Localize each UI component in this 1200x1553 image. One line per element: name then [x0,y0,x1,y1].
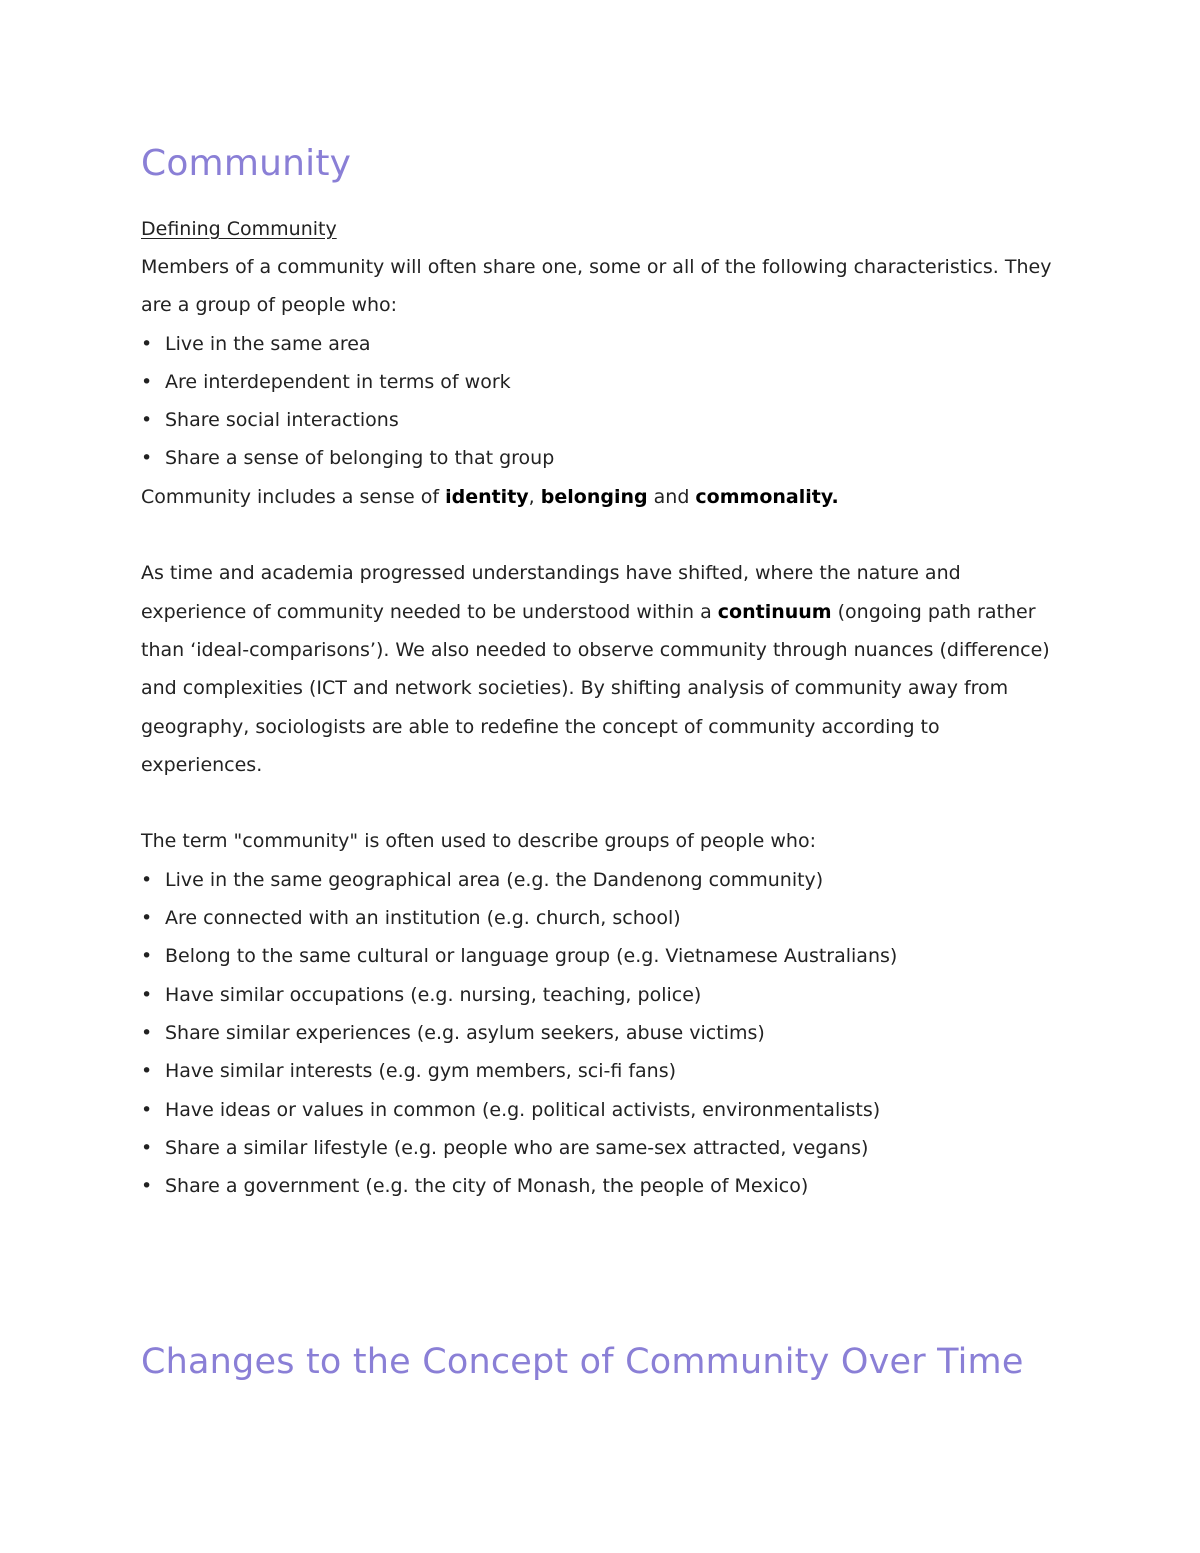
term-identity: identity [445,485,529,508]
shift-paragraph [141,554,1061,784]
list-item: • Share similar experiences (e.g. asylum seekers, abuse victims) [141,1014,1061,1052]
shift-text-before: As time and academia progressed understandings have shifted, where the nature and experience of community needed to be understood within a [141,562,961,623]
summary-separator: , [528,485,541,508]
defining-list [141,325,1061,478]
list-item: • Live in the same geographical area (e.g. the Dandenong community) [141,861,1061,899]
list-item: • Share social interactions [141,401,1061,439]
paragraph-gap [141,784,1061,822]
defining-intro: Members of a community will often share one, some or all of the following characteristics. They are a group of people who: [141,256,1052,317]
list-item: • Have ideas or values in common (e.g. political activists, environmentalists) [141,1091,1061,1129]
list-item: • Have similar interests (e.g. gym members, sci-fi fans) [141,1052,1061,1090]
list-item: • Have similar occupations (e.g. nursing, teaching, police) [141,976,1061,1014]
paragraph-gap [141,516,1061,554]
term-usage-list [141,861,1061,1206]
list-item: • Belong to the same cultural or language group (e.g. Vietnamese Australians) [141,937,1061,975]
list-item: • Share a government (e.g. the city of Monash, the people of Mexico) [141,1167,1061,1205]
shift-text-after: (ongoing path rather than ‘ideal-comparisons’). We also needed to observe community through nuances (difference) and complexities (ICT and network societies). By shifting analysis of community away from geography, sociologists are able to redefine the concept of community according to experiences. [141,600,1050,776]
list-item: • Are interdependent in terms of work [141,363,1061,401]
list-item: • Are connected with an institution (e.g. church, school) [141,899,1061,937]
summary-prefix: Community includes a sense of [141,485,446,508]
document-body [141,140,1061,1205]
list-item: • Share a similar lifestyle (e.g. people who are same-sex attracted, vegans) [141,1129,1061,1167]
subheading-defining-community: Defining Community [141,218,337,240]
list-item: • Share a sense of belonging to that group [141,439,1061,477]
term-continuum: continuum [717,600,832,623]
list-item: • Live in the same area [141,325,1061,363]
page-title: Community [141,143,352,184]
summary-end: . [831,485,839,508]
section-heading-changes: Changes to the Concept of Community Over Time [141,1342,1024,1382]
term-usage-intro: The term "community" is often used to describe groups of people who: [141,830,816,853]
summary-separator: and [647,485,696,508]
term-belonging: belonging [540,485,648,508]
term-commonality: commonality [695,485,832,508]
community-summary [141,478,1061,516]
